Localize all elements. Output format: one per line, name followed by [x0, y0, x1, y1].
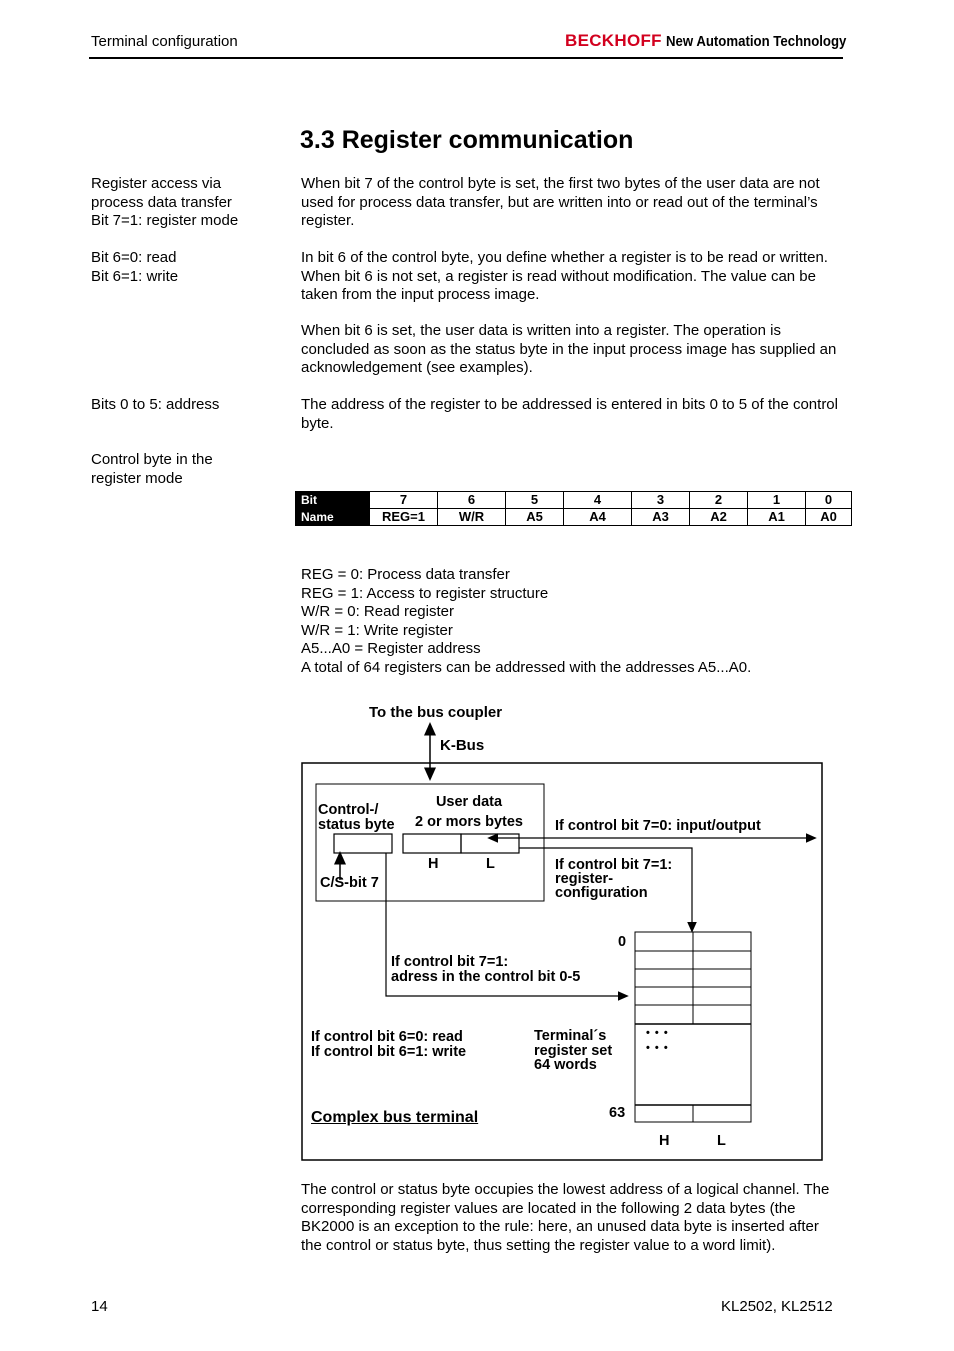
- label-line: Control-/: [318, 802, 379, 818]
- label-line: If control bit 7=1:: [555, 857, 673, 873]
- side-note-control-byte: [91, 451, 291, 488]
- to-bus-coupler-label: To the bus coupler: [369, 704, 503, 721]
- name-cell: A5: [506, 509, 564, 526]
- input-output-label: If control bit 7=0: input/output: [555, 818, 761, 834]
- bit-cell: 5: [506, 492, 564, 509]
- control-status-label: [318, 803, 395, 833]
- page-number: 14: [91, 1298, 108, 1315]
- name-cell: A3: [632, 509, 690, 526]
- list-item: REG = 0: Process data transfer: [301, 566, 510, 583]
- side-line: Register access via: [91, 175, 222, 192]
- product-name: KL2502, KL2512: [721, 1298, 833, 1315]
- table-row-names: [296, 509, 852, 526]
- label-line: status byte: [318, 817, 395, 833]
- list-item: A5...A0 = Register address: [301, 640, 481, 657]
- side-line: process data transfer: [91, 193, 232, 211]
- side-line: Bit 6=1: write: [91, 267, 179, 285]
- list-item: W/R = 1: Write register: [301, 621, 453, 639]
- user-data-l-label: L: [486, 856, 495, 872]
- bit-cell: 3: [632, 492, 690, 509]
- label-line: Terminal´s: [534, 1028, 607, 1044]
- control-byte-table: [295, 491, 852, 526]
- label-line: 64 words: [534, 1057, 597, 1073]
- paragraph-read-write: In bit 6 of the control byte, you define whether a register is to be read or written. When bit 6 is not set, a register is read without modification. The value can be taken from the input process image.: [301, 249, 828, 303]
- name-cell: W/R: [438, 509, 506, 526]
- register-config-label: [555, 858, 672, 900]
- side-note-register-access: [91, 175, 291, 231]
- name-cell: A4: [564, 509, 632, 526]
- label-line: configuration: [555, 885, 648, 901]
- label-line: User data: [435, 794, 503, 810]
- label-line: register set: [534, 1042, 613, 1059]
- row-label-bit: Bit: [296, 492, 370, 509]
- side-note-read-write: [91, 249, 291, 286]
- kbus-label: K-Bus: [440, 737, 485, 754]
- register-l-label: L: [717, 1133, 726, 1149]
- page-title: 3.3 Register communication: [300, 126, 634, 154]
- bit-cell: 0: [806, 492, 852, 509]
- paragraph-register-access: When bit 7 of the control byte is set, the first two bytes of the user data are not used for process data transfer, but are written into or read out of the terminal’s register.: [301, 175, 820, 229]
- dots-line: • • •: [646, 1027, 669, 1039]
- ellipsis-dots: [646, 1026, 669, 1056]
- name-cell: REG=1: [370, 509, 438, 526]
- register-h-label: H: [659, 1133, 670, 1149]
- row-label-name: Name: [296, 509, 370, 526]
- cs-bit-label: C/S-bit 7: [320, 875, 379, 891]
- label-line: register-: [555, 871, 614, 887]
- register-set-label: [534, 1029, 612, 1073]
- label-line: 2 or mors bytes: [415, 814, 523, 830]
- address-label: [391, 955, 580, 984]
- bit-cell: 4: [564, 492, 632, 509]
- name-cell: A0: [806, 509, 852, 526]
- side-note-address: [91, 396, 291, 415]
- header-divider: [89, 57, 843, 59]
- register-index-zero: 0: [618, 934, 627, 950]
- bit-cell: 1: [748, 492, 806, 509]
- register-index-63: 63: [609, 1105, 626, 1121]
- paragraph-closing: The control or status byte occupies the lowest address of a logical channel. The corresponding register values are located in the following 2 data bytes (the BK2000 is an exception to the rule: here, an unused data byte is inserted after the control or status byte, thus setting the register value to a word limit).: [301, 1181, 830, 1254]
- bit-cell: 2: [690, 492, 748, 509]
- beckhoff-logo: [565, 31, 871, 51]
- side-line: Control byte in the: [91, 451, 213, 468]
- user-data-h-label: H: [428, 856, 439, 872]
- brand-name: BECKHOFF: [565, 31, 662, 50]
- user-data-label: [409, 795, 529, 830]
- list-item: W/R = 0: Read register: [301, 603, 454, 620]
- brand-tagline: New Automation Technology: [665, 33, 847, 50]
- label-line: adress in the control bit 0-5: [391, 968, 581, 985]
- read-write-label: [311, 1030, 466, 1060]
- name-cell: A2: [690, 509, 748, 526]
- side-line: register mode: [91, 469, 183, 487]
- register-legend-list: [301, 566, 751, 677]
- side-line: Bits 0 to 5: address: [91, 396, 220, 413]
- list-item: A total of 64 registers can be addressed with the addresses A5...A0.: [301, 658, 752, 676]
- complex-bus-terminal-label: Complex bus terminal: [311, 1109, 479, 1126]
- paragraph-address: The address of the register to be addressed is entered in bits 0 to 5 of the control byte.: [301, 396, 838, 432]
- bit-cell: 6: [438, 492, 506, 509]
- list-item: REG = 1: Access to register structure: [301, 584, 549, 602]
- label-line: If control bit 6=0: read: [311, 1029, 463, 1045]
- label-line: If control bit 6=1: write: [311, 1044, 467, 1060]
- dots-line: • • •: [646, 1042, 669, 1054]
- bit-cell: 7: [370, 492, 438, 509]
- header-section-title: Terminal configuration: [91, 33, 238, 50]
- side-line: Bit 6=0: read: [91, 249, 177, 266]
- name-cell: A1: [748, 509, 806, 526]
- paragraph-write-ack: When bit 6 is set, the user data is written into a register. The operation is concluded as soon as the status byte in the input process image has supplied an acknowledgement (see examples).: [301, 322, 837, 376]
- side-line: Bit 7=1: register mode: [91, 212, 239, 229]
- table-row-bits: [296, 492, 852, 509]
- label-line: If control bit 7=1:: [391, 954, 509, 970]
